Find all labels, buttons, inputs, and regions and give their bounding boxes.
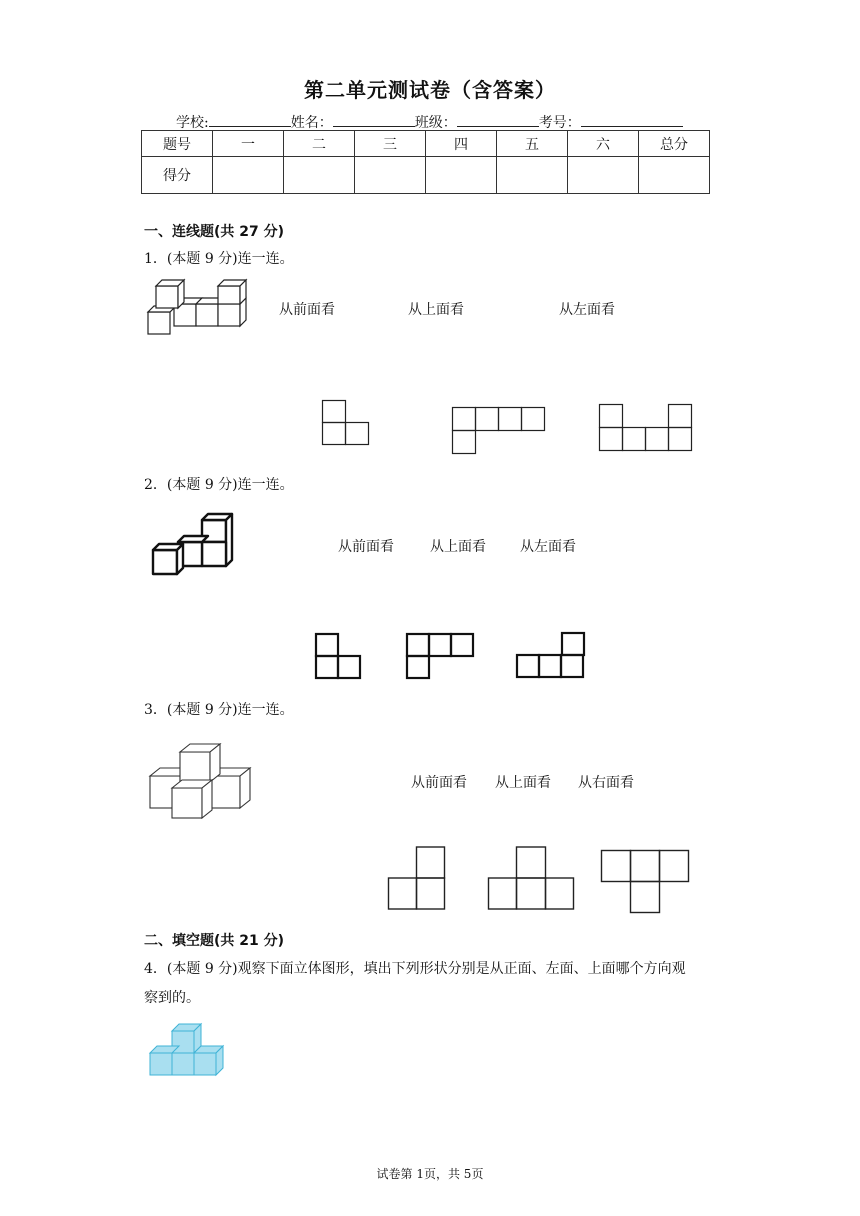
score-table	[141, 130, 710, 194]
score-header-cell: 一	[213, 131, 284, 157]
q3-shape-a	[388, 846, 448, 910]
score-cell[interactable]	[213, 157, 284, 194]
score-cell[interactable]	[355, 157, 426, 194]
name-label: 姓名：	[290, 115, 333, 131]
q1-view-left: 从左面看	[559, 302, 615, 318]
q3-view-front: 从前面看	[411, 775, 467, 791]
score-cell[interactable]	[497, 157, 568, 194]
q3-view-top: 从上面看	[495, 775, 551, 791]
score-row-label: 得分	[142, 157, 213, 194]
question-4-text-line1: 4．(本题 9 分)观察下面立体图形，填出下列形状分别是从正面、左面、上面哪个方向观	[144, 961, 686, 977]
score-cell[interactable]	[639, 157, 710, 194]
q3-view-right: 从右面看	[578, 775, 634, 791]
question-1-text: 1．(本题 9 分)连一连。	[144, 251, 294, 267]
q1-shape-b	[452, 407, 546, 455]
name-blank[interactable]	[333, 112, 415, 127]
score-table-header-row	[142, 131, 710, 157]
q3-cube-figure	[148, 742, 252, 820]
score-header-cell: 总分	[639, 131, 710, 157]
q2-view-front: 从前面看	[338, 539, 394, 555]
q1-shape-a	[322, 400, 370, 446]
q2-cube-figure	[150, 512, 232, 576]
question-4-text-line2: 察到的。	[144, 990, 200, 1006]
q1-cube-figure	[146, 280, 246, 340]
class-label: 班级：	[414, 115, 457, 131]
q1-view-front: 从前面看	[279, 302, 335, 318]
section-1-heading: 一、连线题(共 27 分)	[144, 224, 285, 240]
exam-no-blank[interactable]	[581, 112, 683, 127]
student-info-line	[176, 112, 683, 132]
score-header-cell: 三	[355, 131, 426, 157]
q2-shape-b	[406, 633, 476, 681]
exam-no-label: 考号：	[538, 115, 581, 131]
class-blank[interactable]	[457, 112, 539, 127]
q3-shape-b	[488, 846, 576, 910]
score-table-score-row	[142, 157, 710, 194]
q2-view-top: 从上面看	[430, 539, 486, 555]
q1-shape-c	[599, 404, 693, 452]
q2-shape-c	[515, 632, 587, 680]
q4-blue-cube-figure	[149, 1022, 225, 1076]
q1-view-top: 从上面看	[408, 302, 464, 318]
score-cell[interactable]	[426, 157, 497, 194]
page-footer: 试卷第 1页，共 5页	[376, 1167, 484, 1181]
score-cell[interactable]	[284, 157, 355, 194]
page-title: 第二单元测试卷（含答案）	[304, 78, 556, 102]
score-header-cell: 四	[426, 131, 497, 157]
q3-shape-c	[601, 850, 691, 916]
question-3-text: 3．(本题 9 分)连一连。	[144, 702, 294, 718]
score-cell[interactable]	[568, 157, 639, 194]
q2-shape-a	[315, 633, 363, 679]
score-header-cell: 五	[497, 131, 568, 157]
q2-view-left: 从左面看	[520, 539, 576, 555]
question-2-text: 2．(本题 9 分)连一连。	[144, 477, 294, 493]
school-label: 学校:	[176, 115, 209, 131]
score-header-cell: 二	[284, 131, 355, 157]
score-header-cell: 题号	[142, 131, 213, 157]
section-2-heading: 二、填空题(共 21 分)	[144, 933, 285, 949]
school-blank[interactable]	[209, 112, 291, 127]
score-header-cell: 六	[568, 131, 639, 157]
